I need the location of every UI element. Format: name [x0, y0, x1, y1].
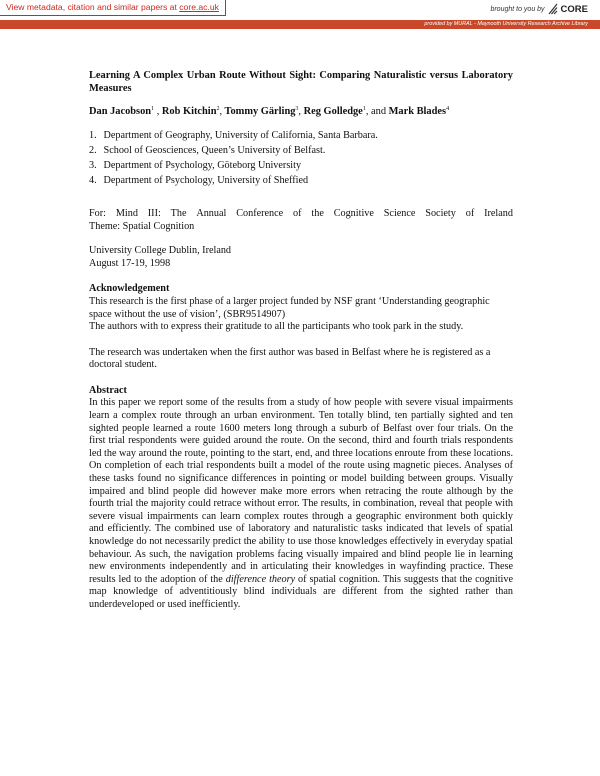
- affiliation-number: 2.: [89, 144, 97, 156]
- core-label: CORE: [560, 3, 588, 15]
- author-name: Rob Kitchin: [161, 106, 217, 118]
- acknowledgement-line: space without the use of vision’, (SBR9514907): [89, 308, 286, 320]
- conference-word: Mind: [115, 207, 138, 219]
- author-separator: ,: [219, 106, 223, 118]
- affiliation-item: [89, 130, 513, 143]
- conference-word: The: [170, 207, 187, 219]
- conference-word: Society: [425, 207, 456, 219]
- abstract-text-part2: of spatial cognition. This suggests that the cognitive map knowledge of adventitiously blind individuals are different from the sighted rather than underdeveloped or used inefficiently.: [89, 573, 513, 610]
- conference-word: Science: [383, 207, 416, 219]
- acknowledgement-line: The authors with to express their gratitude to all the participants who took park in the study.: [89, 321, 464, 333]
- affiliation-text: School of Geosciences, Queen’s University of Belfast.: [103, 144, 326, 156]
- conference-info: [89, 208, 513, 233]
- conference-word: Annual: [196, 207, 227, 219]
- affiliation-item: [89, 175, 513, 188]
- affiliation-item: [89, 145, 513, 158]
- author-name: Reg Golledge: [303, 106, 363, 118]
- author-separator: ,: [156, 106, 160, 118]
- core-link-domain[interactable]: core.ac.uk: [179, 2, 219, 12]
- provided-by-text: provided by MURAL - Maynooth University Research Archive Library: [424, 21, 588, 27]
- venue-date: August 17-19, 1998: [89, 257, 171, 269]
- author-affiliation-mark: 4: [446, 106, 450, 113]
- brought-by-text: brought to you by: [490, 5, 545, 13]
- author-separator: ,: [298, 106, 302, 118]
- research-note: The research was undertaken when the first author was based in Belfast where he is registered as a doctoral student.: [89, 346, 491, 371]
- author-affiliation-mark: 3: [295, 106, 299, 113]
- abstract-italic-term: difference theory: [225, 573, 296, 585]
- document-body: [89, 70, 513, 612]
- abstract-text-part1: In this paper we report some of the results from a study of how people with severe visual impairments learn a complex route through an urban environment. Ten totally blind, ten partially sighted and ten sighted people learned a route 1600 meters long through a suburb of Belfast over four trials. On the first trial respondents were guided around the route. On the second, third and fourth trials respondents led the way around the route, pointing to the start, end, and three locations enroute from these locations. On completion of each trial respondents built a model of the route using magnetic pieces. Analyses of these tasks found no significance differences in pointing or model building between groups. Visually impaired and blind people did however make more errors when retracing the route although by the fourth trial the majority could retrace without error. The results, in combination, reveal that people with severe visual impairments can learn complex routes through a geographic environment both quickly and efficiently. The combined use of laboratory and naturalistic tasks indicated that levels of spatial knowledge do not necessarily predict the ability to use those knowledges effectively in everyday spatial behaviour. As such, the navigation problems facing visually impaired and blind people lie in learning new environments independently and in articulating their knowledges in wayfinding practice. These results led to the adoption of the: [89, 397, 513, 585]
- affiliation-text: Department of Psychology, Göteborg University: [103, 160, 302, 172]
- author-name: Mark Blades: [388, 106, 447, 118]
- abstract-body: [89, 397, 513, 611]
- author-affiliation-mark: 2: [216, 106, 220, 113]
- conference-theme: Theme: Spatial Cognition: [89, 220, 195, 232]
- acknowledgement-heading: Acknowledgement: [89, 283, 170, 295]
- affiliation-number: 4.: [89, 175, 97, 187]
- conference-word: of: [293, 207, 302, 219]
- affiliation-text: Department of Geography, University of California, Santa Barbara.: [103, 129, 378, 141]
- abstract-heading: Abstract: [89, 384, 127, 396]
- author-and: , and: [365, 106, 387, 118]
- affiliation-list: [89, 130, 513, 188]
- affiliation-number: 3.: [89, 160, 97, 172]
- author-name: Tommy Gärling: [224, 106, 296, 118]
- core-link-prefix: View metadata, citation and similar papers at: [6, 2, 180, 12]
- core-logo-icon: [548, 3, 558, 15]
- author-name: Dan Jacobson: [89, 106, 152, 118]
- conference-word: Cognitive: [333, 207, 374, 219]
- conference-word: Conference: [236, 207, 284, 219]
- acknowledgement-body: [89, 296, 513, 334]
- core-metadata-link[interactable]: [0, 0, 226, 16]
- venue-info: [89, 245, 513, 270]
- core-branding[interactable]: [490, 3, 588, 15]
- author-affiliation-mark: 1: [151, 106, 155, 113]
- conference-word: the: [311, 207, 324, 219]
- conference-word: Ireland: [484, 207, 513, 219]
- for-label: For:: [89, 207, 106, 219]
- affiliation-number: 1.: [89, 129, 97, 141]
- venue-place: University College Dublin, Ireland: [89, 245, 232, 257]
- acknowledgement-line: This research is the first phase of a larger project funded by NSF grant ‘Understanding geographic: [89, 295, 490, 307]
- paper-title: Learning A Complex Urban Route Without Sight: Comparing Naturalistic versus Laboratory Measures: [89, 70, 513, 94]
- conference-word: of: [465, 207, 475, 219]
- affiliation-item: [89, 160, 513, 173]
- conference-for-line: [89, 208, 513, 221]
- conference-word: III:: [147, 207, 161, 219]
- provided-by-strip: [0, 20, 600, 29]
- affiliation-text: Department of Psychology, University of Sheffied: [103, 175, 309, 187]
- author-list: [89, 106, 513, 119]
- author-affiliation-mark: 1: [362, 106, 366, 113]
